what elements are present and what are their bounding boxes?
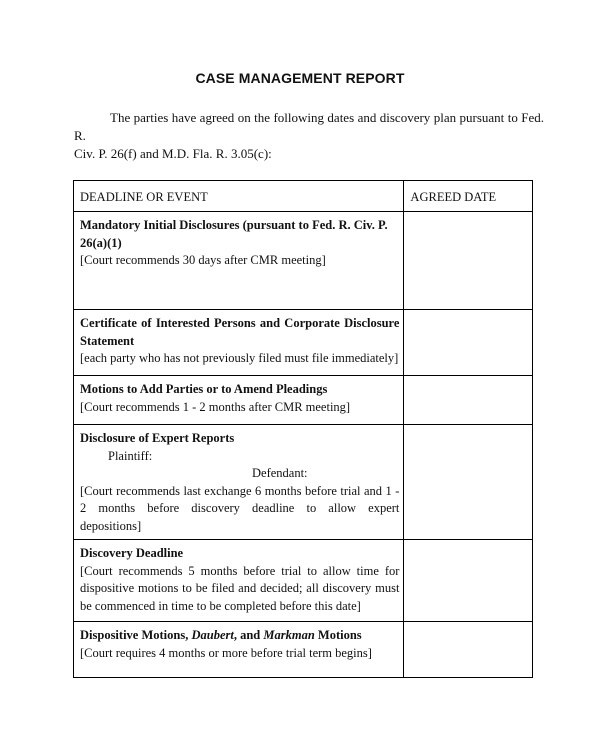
table-header-row: [74, 181, 533, 212]
table-row: [74, 425, 533, 540]
event-note: [Court recommends last exchange 6 months before trial and 1 - 2 months before discovery deadline to allow expert depositions]: [80, 483, 400, 533]
agreed-date-cell[interactable]: [404, 376, 533, 425]
agreed-date-cell[interactable]: [404, 425, 533, 540]
event-heading: Disclosure of Expert Reports: [80, 431, 235, 445]
event-heading: Dispositive Motions, Daubert, and Markman Motions: [80, 628, 362, 642]
table-row: [74, 376, 533, 425]
header-deadline-or-event: DEADLINE OR EVENT: [74, 181, 404, 212]
event-cell: [74, 540, 404, 622]
agreed-date-cell[interactable]: [404, 310, 533, 376]
event-heading: Discovery Deadline: [80, 546, 184, 560]
event-note: [Court requires 4 months or more before trial term begins]: [80, 645, 372, 660]
defendant-label: Defendant:: [252, 466, 308, 480]
agreed-date-cell[interactable]: [404, 540, 533, 622]
table-row: [74, 540, 533, 622]
event-cell: [74, 310, 404, 376]
event-cell: [74, 622, 404, 678]
deadline-table: [73, 180, 533, 678]
event-heading: Certificate of Interested Persons and Corporate Disclosure Statement: [80, 316, 400, 348]
event-heading: Motions to Add Parties or to Amend Pleadings: [80, 382, 328, 396]
event-heading: Mandatory Initial Disclosures (pursuant to Fed. R. Civ. P. 26(a)(1): [80, 218, 388, 250]
event-note: [Court recommends 30 days after CMR meeting]: [80, 253, 326, 267]
report-title: CASE MANAGEMENT REPORT: [195, 70, 405, 86]
event-cell: [74, 425, 404, 540]
table-row: [74, 310, 533, 376]
event-note: [each party who has not previously filed must file immediately]: [80, 351, 399, 365]
agreed-date-cell[interactable]: [404, 622, 533, 678]
event-note: [Court recommends 5 months before trial to allow time for dispositive motions to be filed and decided; all discovery must be commenced in time to be completed before this date]: [80, 563, 400, 613]
intro-paragraph-line1: The parties have agreed on the following dates and discovery plan pursuant to Fed. R.: [74, 110, 544, 143]
event-cell: [74, 212, 404, 310]
event-cell: [74, 376, 404, 425]
table-row: [74, 212, 533, 310]
intro-paragraph-line2: Civ. P. 26(f) and M.D. Fla. R. 3.05(c):: [74, 146, 272, 161]
event-note: [Court recommends 1 - 2 months after CMR meeting]: [80, 399, 351, 414]
agreed-date-cell[interactable]: [404, 212, 533, 310]
plaintiff-label: Plaintiff:: [108, 448, 153, 463]
table-row: [74, 622, 533, 678]
header-agreed-date: AGREED DATE: [404, 181, 533, 212]
